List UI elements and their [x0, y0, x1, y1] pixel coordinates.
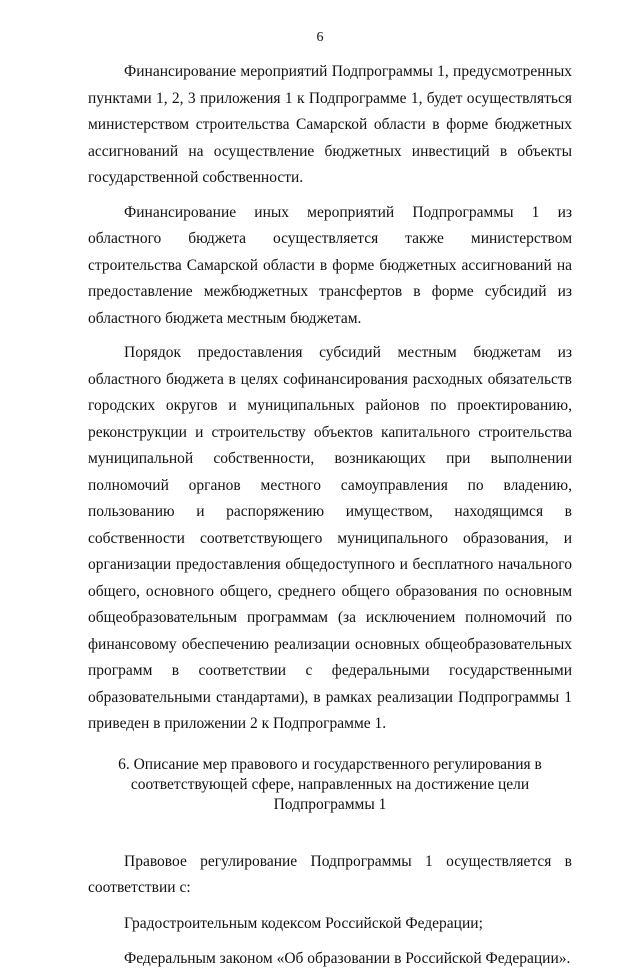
section-heading-line-3: Подпрограммы 1 — [273, 795, 387, 813]
paragraph-subsidy-procedure: Порядок предоставления субсидий местным бюджетам из областного бюджета в целях софинансирования расходных обязательств городских округов и муниципальных районов по проектированию, реконструкции и строительству объектов капитального строительства муниципальной собственности, возникающих при выполнении полномочий органов местного самоуправления по владению, пользованию и распоряжению имуществом, находящимся в собственности соответствующего муниципального образования, и организации предоставления общедоступного и бесплатного начального общего, основного общего, среднего общего образования по основным общеобразовательным программам (за исключением полномочий по финансовому обеспечению реализации основных общеобразовательных программ в соответствии с федеральными государственными образовательными стандартами), в рамках реализации Подпрограммы 1 приведен в приложении 2 к Подпрограмме 1. — [88, 344, 572, 732]
paragraph-financing-other: Финансирование иных мероприятий Подпрограммы 1 из областного бюджета осуществляется также министерством строительства Самарской области в форме бюджетных ассигнований на предоставление межбюджетных трансфертов в форме субсидий из областного бюджета местным бюджетам. — [88, 203, 572, 327]
document-body — [88, 59, 572, 973]
paragraph-regulation-intro: Правовое регулирование Подпрограммы 1 осуществляется в соответствии с: — [88, 852, 572, 896]
paragraph-regulation-item-1: Градостроительным кодексом Российской Федерации; — [124, 914, 483, 932]
section-heading-line-1: 6. Описание мер правового и государственного регулирования в — [118, 755, 542, 773]
paragraph-financing-investments: Финансирование мероприятий Подпрограммы 1, предусмотренных пунктами 1, 2, 3 приложения 1 к Подпрограмме 1, будет осуществляться министерством строительства Самарской области в форме бюджетных ассигнований на осуществление бюджетных инвестиций в объекты государственной собственности. — [88, 63, 572, 186]
page-number: 6 — [316, 30, 324, 45]
section-heading-line-2: соответствующей сфере, направленных на достижение цели — [130, 775, 530, 793]
section-heading — [88, 755, 572, 815]
paragraph-regulation-item-2: Федеральным законом «Об образовании в Российской Федерации». — [124, 950, 571, 967]
